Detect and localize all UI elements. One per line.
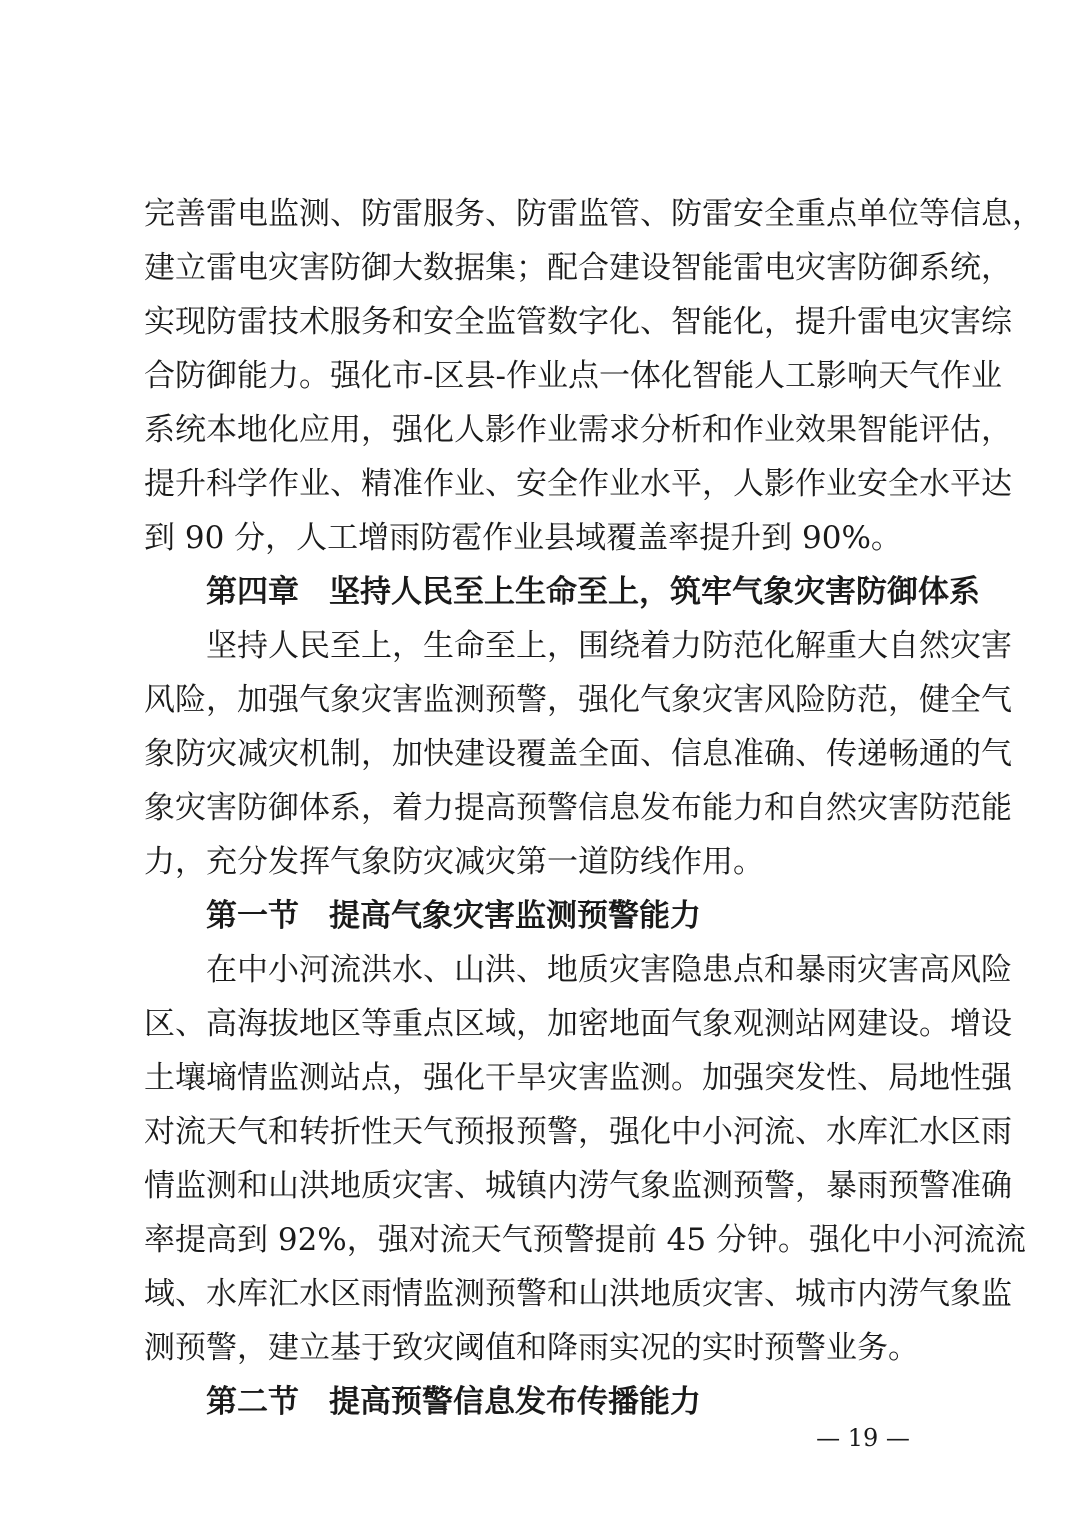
- chapter-label: 第四章: [206, 574, 299, 610]
- section-title: 提高气象灾害监测预警能力: [329, 898, 701, 934]
- chapter-heading: [206, 565, 980, 619]
- page-number: — 19 —: [816, 1424, 910, 1452]
- text-line: 合防御能力。强化市-区县-作业点一体化智能人工影响天气作业: [144, 358, 1002, 394]
- section-heading: [206, 1375, 701, 1429]
- section-label: 第二节: [206, 1384, 299, 1420]
- text-line: 坚持人民至上，生命至上，围绕着力防范化解重大自然灾害: [206, 628, 1012, 664]
- text-line: 实现防雷技术服务和安全监管数字化、智能化，提升雷电灾害综: [144, 304, 1012, 340]
- text-line: 力，充分发挥气象防灾减灾第一道防线作用。: [144, 844, 764, 880]
- text-line: 区、高海拔地区等重点区域，加密地面气象观测站网建设。增设: [144, 1006, 1012, 1042]
- text-line: 到 90 分，人工增雨防雹作业县域覆盖率提升到 90%。: [144, 520, 902, 556]
- text-line: 风险，加强气象灾害监测预警，强化气象灾害风险防范，健全气: [144, 682, 1012, 718]
- text-line: 建立雷电灾害防御大数据集；配合建设智能雷电灾害防御系统，: [144, 250, 1012, 286]
- text-line: 情监测和山洪地质灾害、城镇内涝气象监测预警，暴雨预警准确: [144, 1168, 1012, 1204]
- chapter-title: 坚持人民至上生命至上，筑牢气象灾害防御体系: [329, 574, 980, 610]
- text-line: 土壤墒情监测站点，强化干旱灾害监测。加强突发性、局地性强: [144, 1060, 1012, 1096]
- text-line: 率提高到 92%，强对流天气预警提前 45 分钟。强化中小河流流: [144, 1222, 1026, 1258]
- section-title: 提高预警信息发布传播能力: [329, 1384, 701, 1420]
- section-label: 第一节: [206, 898, 299, 934]
- section-heading: [206, 889, 701, 943]
- text-line: 象灾害防御体系，着力提高预警信息发布能力和自然灾害防范能: [144, 790, 1012, 826]
- text-line: 象防灾减灾机制，加快建设覆盖全面、信息准确、传递畅通的气: [144, 736, 1012, 772]
- text-line: 测预警，建立基于致灾阈值和降雨实况的实时预警业务。: [144, 1330, 919, 1366]
- text-line: 域、水库汇水区雨情监测预警和山洪地质灾害、城市内涝气象监: [144, 1276, 1012, 1312]
- text-line: 完善雷电监测、防雷服务、防雷监管、防雷安全重点单位等信息，: [144, 196, 1043, 232]
- text-line: 在中小河流洪水、山洪、地质灾害隐患点和暴雨灾害高风险: [206, 952, 1012, 988]
- text-line: 提升科学作业、精准作业、安全作业水平，人影作业安全水平达: [144, 466, 1012, 502]
- text-line: 对流天气和转折性天气预报预警，强化中小河流、水库汇水区雨: [144, 1114, 1012, 1150]
- text-line: 系统本地化应用，强化人影作业需求分析和作业效果智能评估，: [144, 412, 1012, 448]
